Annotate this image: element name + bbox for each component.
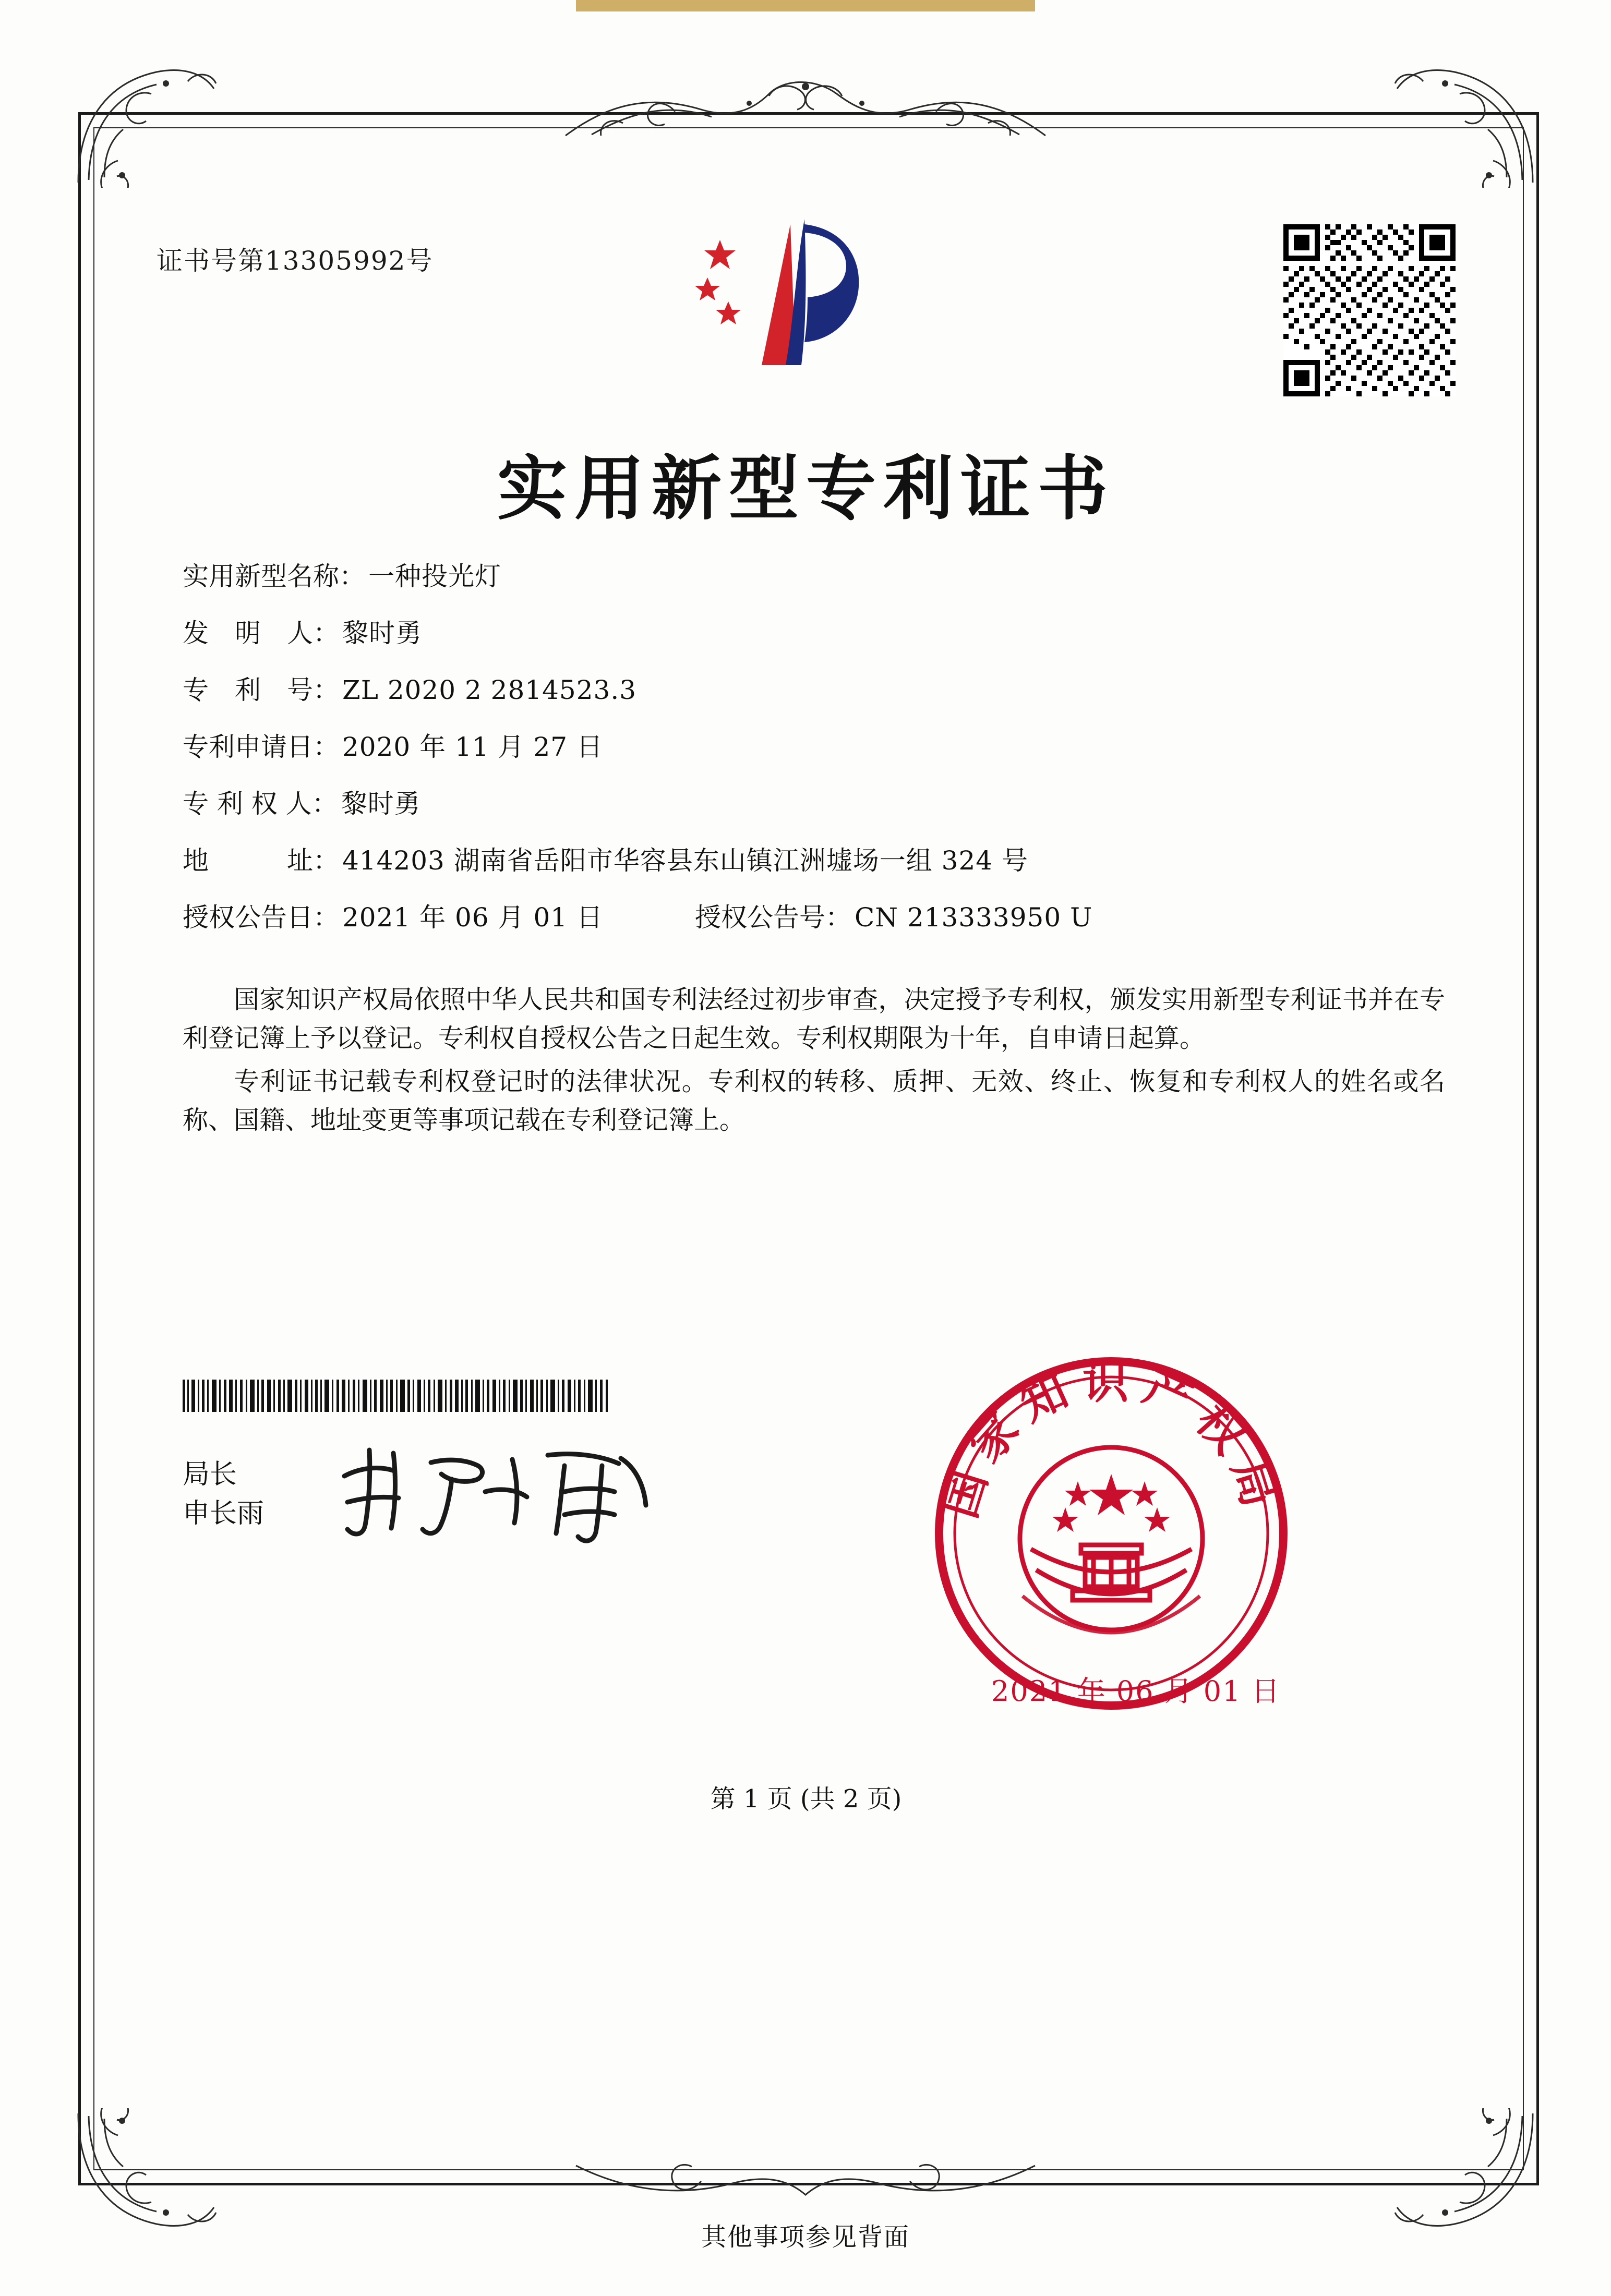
- legal-paragraph-1: 国家知识产权局依照中华人民共和国专利法经过初步审查，决定授予专利权，颁发实用新型专利证书并在专利登记簿上予以登记。专利权自授权公告之日起生效。专利权期限为十年，自申请日起算。: [183, 985, 1445, 1054]
- barcode: [183, 1380, 610, 1412]
- field-application-date: [183, 734, 1456, 760]
- legal-text: [183, 981, 1445, 1144]
- field-address: [183, 845, 1456, 876]
- director-name-label: 申长雨: [183, 1498, 265, 1530]
- field-patentee: [183, 791, 1456, 817]
- field-label: 专 利 权 人：: [183, 789, 338, 819]
- page-title: 实用新型专利证书: [497, 447, 1115, 529]
- handwritten-signature: [329, 1429, 683, 1549]
- field-label: 专利申请日：: [183, 732, 339, 762]
- signature-block: [183, 1455, 264, 1534]
- grant-date-label: 授权公告日：: [183, 902, 339, 933]
- grant-number-label: 授权公告号：: [694, 902, 851, 933]
- seal-date: 2021 年 06 月 01 日: [991, 1675, 1281, 1708]
- qr-code: [1283, 224, 1456, 396]
- certificate-border: [78, 112, 1539, 2185]
- top-gold-bar: [576, 0, 1035, 11]
- field-label: 发 明 人：: [183, 618, 339, 648]
- field-grant-row: [183, 904, 1456, 931]
- page-footer: 第 1 页 (共 2 页): [710, 1784, 902, 1814]
- patent-fields: [183, 563, 1456, 961]
- field-value: 黎时勇: [341, 789, 421, 819]
- back-side-note: 其他事项参见背面: [701, 2222, 910, 2252]
- field-utility-model-name: [183, 563, 1456, 589]
- field-inventor: [183, 620, 1456, 646]
- field-value: 414203 湖南省岳阳市华容县东山镇江洲墟场一组 324 号: [342, 845, 1028, 876]
- field-label: 实用新型名称：: [183, 561, 365, 591]
- cnipa-emblem-icon: [683, 209, 903, 407]
- field-label: 专 利 号：: [183, 675, 339, 705]
- certificate-number: 证书号第13305992号: [157, 246, 434, 276]
- field-value: ZL 2020 2 2814523.3: [342, 675, 637, 705]
- field-value: 黎时勇: [342, 618, 422, 648]
- legal-paragraph-2: 专利证书记载专利权登记时的法律状况。专利权的转移、质押、无效、终止、恢复和专利权人的姓名或名称、国籍、地址变更等事项记载在专利登记簿上。: [183, 1066, 1445, 1135]
- grant-number-value: CN 213333950 U: [854, 902, 1093, 933]
- ornament-bottom-flourish: [545, 2160, 1066, 2218]
- official-seal: [929, 1351, 1294, 1716]
- field-value: 2020 年 11 月 27 日: [342, 732, 603, 762]
- field-value: 一种投光灯: [368, 561, 501, 591]
- grant-date-value: 2021 年 06 月 01 日: [342, 902, 603, 933]
- field-label: 地 址：: [183, 845, 339, 876]
- ornament-top-flourish: [545, 73, 1066, 141]
- svg-text:国家知识产权局: 国家知识产权局: [932, 1355, 1291, 1524]
- field-patent-number: [183, 677, 1456, 703]
- director-role-label: 局长: [183, 1459, 237, 1490]
